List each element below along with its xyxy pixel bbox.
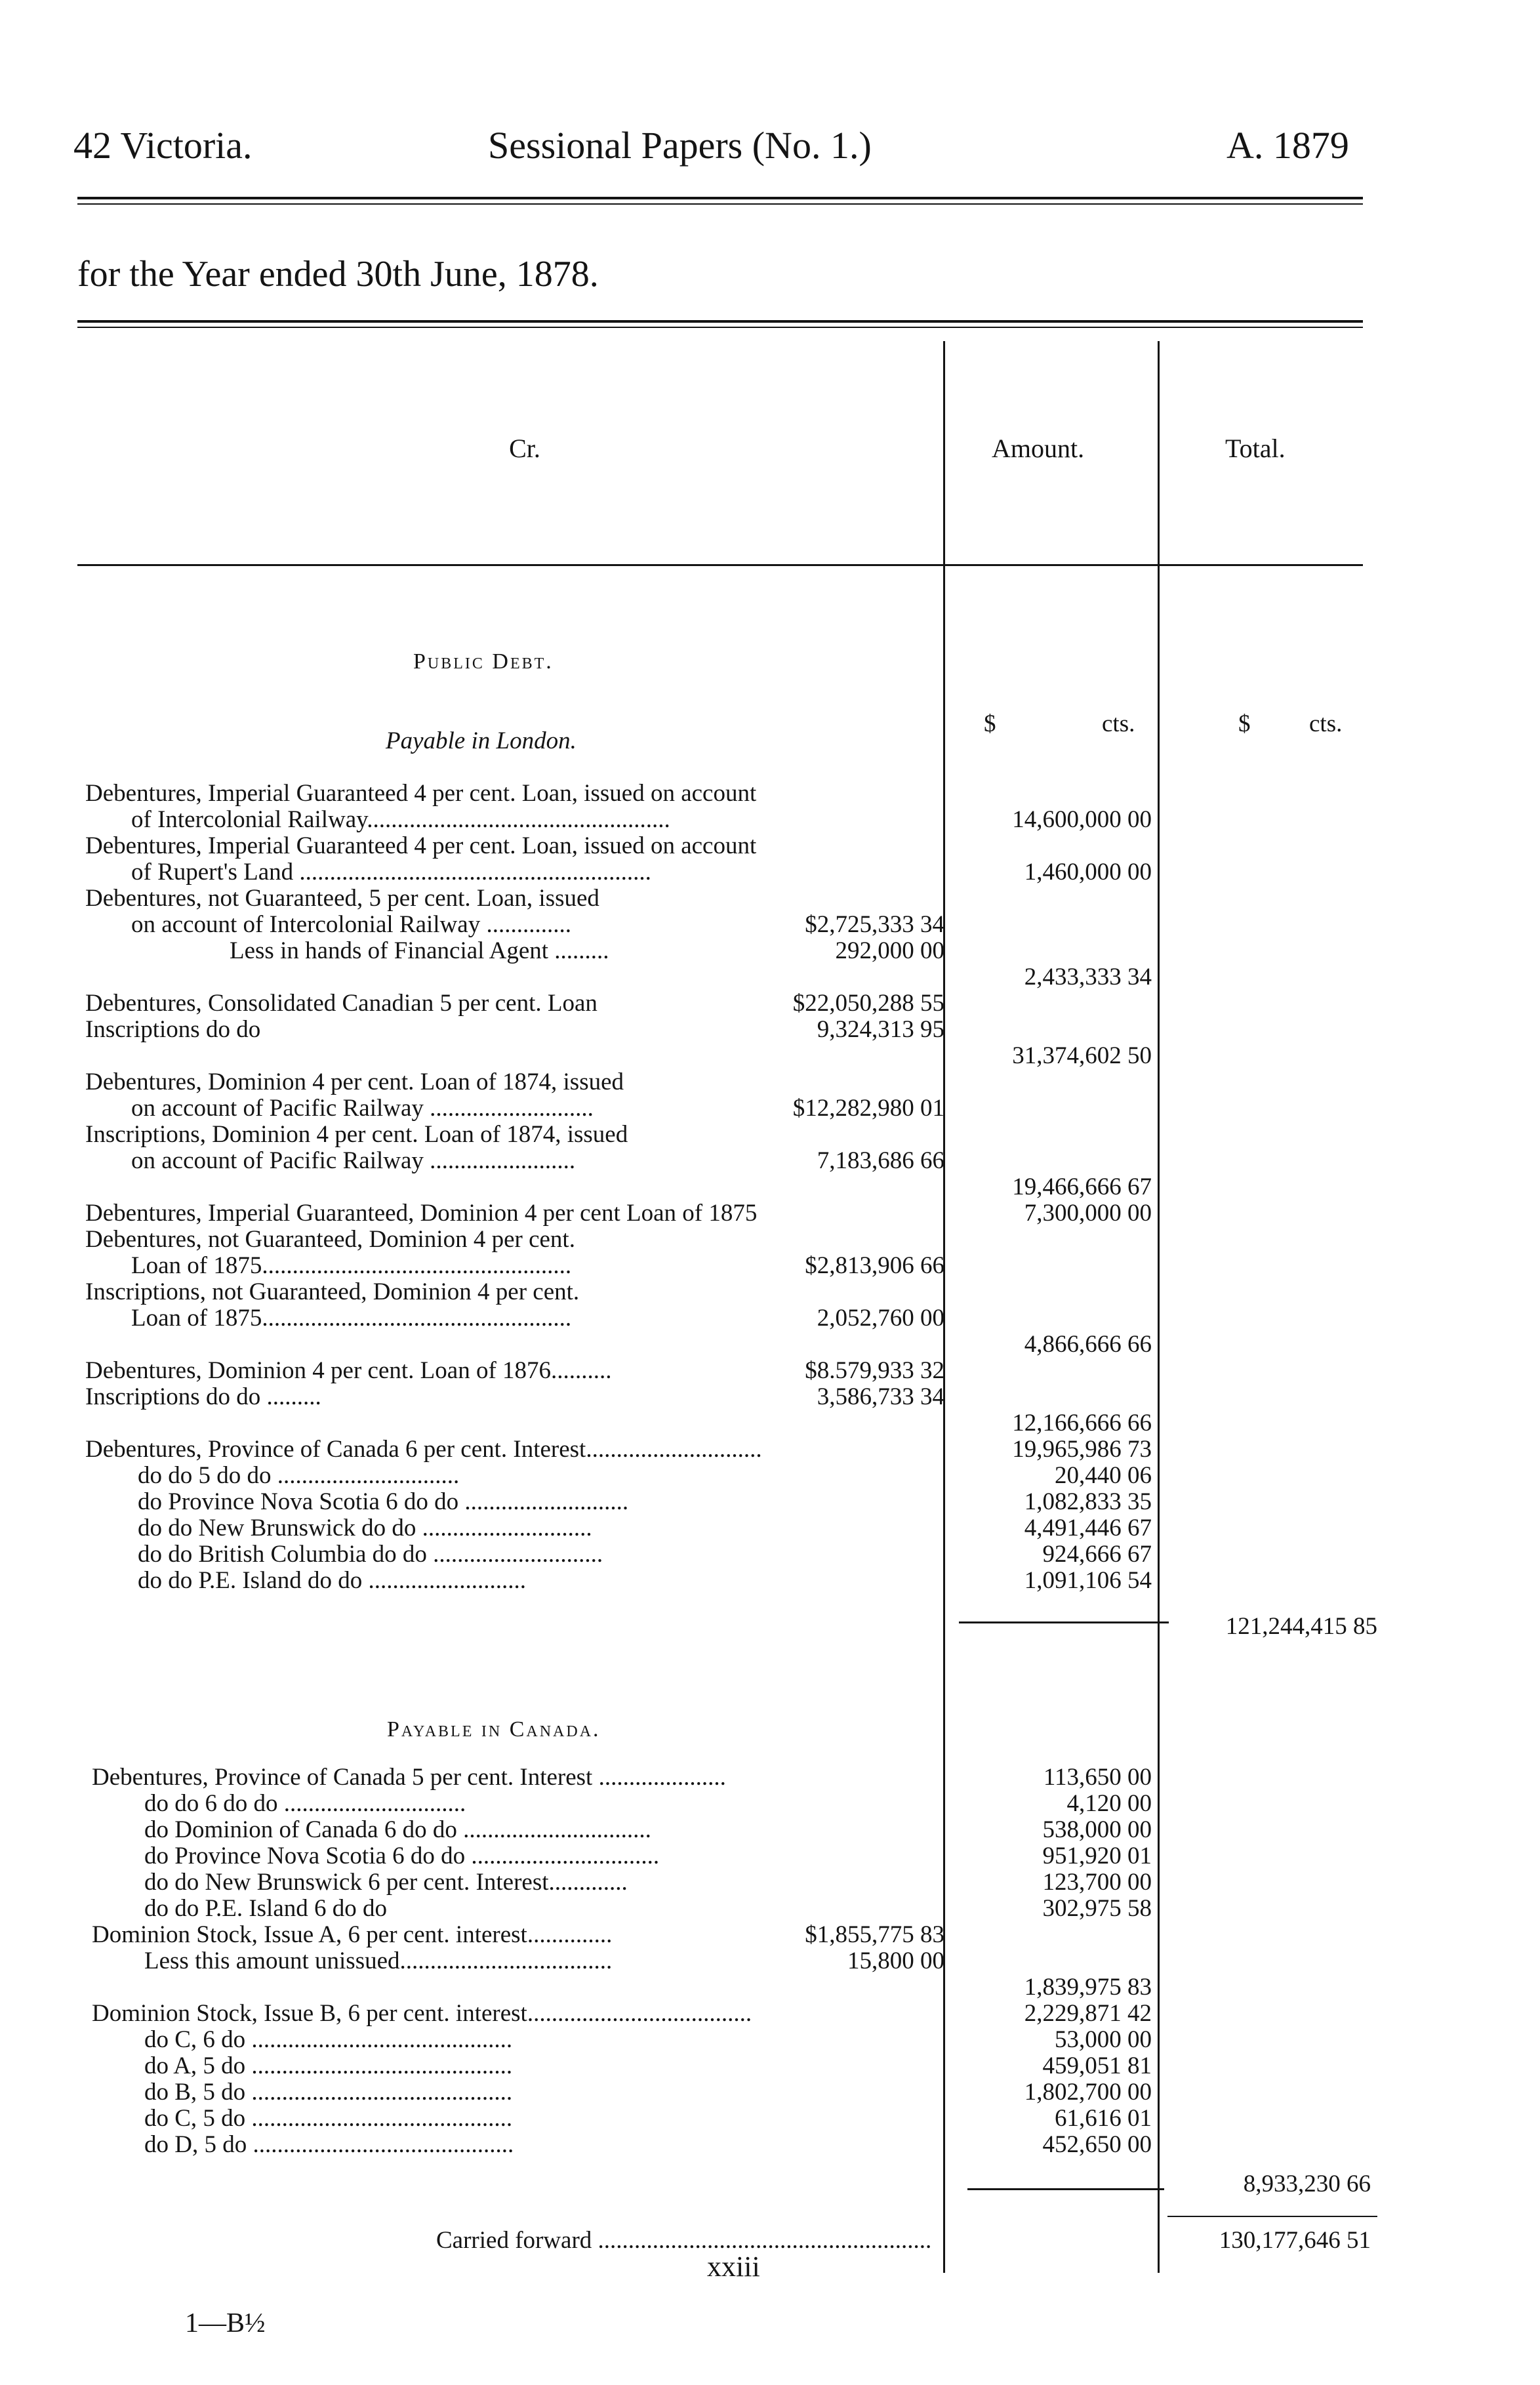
inner-amount: $2,813,906 66 xyxy=(805,1252,944,1279)
amount-value: 1,091,106 54 xyxy=(1024,1567,1152,1594)
inner-amount: 9,324,313 95 xyxy=(817,1016,944,1043)
ledger-line-text: Inscriptions do do xyxy=(85,1016,261,1043)
ledger-line-text: Inscriptions do do ......... xyxy=(85,1383,321,1410)
inner-amount: $12,282,980 01 xyxy=(792,1095,944,1122)
ledger-line-text: Loan of 1875................................................... xyxy=(131,1252,572,1279)
ledger-line-text: Dominion Stock, Issue B, 6 per cent. interest..................................... xyxy=(92,2000,752,2027)
inner-amount: $8.579,933 32 xyxy=(805,1357,944,1384)
table-top-rule xyxy=(77,320,1363,323)
amount-value: 1,802,700 00 xyxy=(1024,2079,1152,2106)
ledger-line-text: do A, 5 do ........................................... xyxy=(144,2052,513,2079)
amount-value: 31,374,602 50 xyxy=(1012,1042,1152,1069)
ledger-line-text: on account of Pacific Railway ........................ xyxy=(131,1147,576,1174)
printer-signature: 1—B½ xyxy=(185,2308,266,2338)
ledger-line-text: do do New Brunswick 6 per cent. Interest............. xyxy=(144,1869,628,1896)
amount-value: 4,491,446 67 xyxy=(1024,1515,1152,1541)
amount-value: 123,700 00 xyxy=(1042,1869,1152,1896)
carried-forward-rule xyxy=(1167,2216,1377,2217)
amount-value: 20,440 06 xyxy=(1055,1462,1152,1489)
ledger-line-text: Less in hands of Financial Agent ......... xyxy=(230,937,609,964)
carried-forward-total: 130,177,646 51 xyxy=(1219,2227,1371,2254)
amount-value: 452,650 00 xyxy=(1042,2131,1152,2158)
amount-value: 2,229,871 42 xyxy=(1024,2000,1152,2027)
header-rule-thin xyxy=(77,203,1363,205)
ledger-line-text: do do British Columbia do do ............................ xyxy=(138,1541,603,1568)
amount-value: 2,433,333 34 xyxy=(1024,964,1152,990)
amount-value: 538,000 00 xyxy=(1042,1816,1152,1843)
header-rule xyxy=(77,197,1363,199)
amount-value: 1,460,000 00 xyxy=(1024,859,1152,886)
ledger-line-text: Debentures, Consolidated Canadian 5 per cent. Loan xyxy=(85,990,598,1017)
canada-total: 8,933,230 66 xyxy=(1243,2171,1371,2197)
ledger-line-text: on account of Intercolonial Railway .............. xyxy=(131,911,571,938)
ledger-line-text: do do New Brunswick do do ............................ xyxy=(138,1515,592,1541)
session-label: 42 Victoria. xyxy=(73,124,253,167)
london-subtotal-rule xyxy=(959,1621,1169,1623)
cr-heading: Cr. xyxy=(509,434,540,463)
inner-amount: $1,855,775 83 xyxy=(805,1921,944,1948)
sessional-papers-title: Sessional Papers (No. 1.) xyxy=(488,124,872,167)
ledger-line-text: do Province Nova Scotia 6 do do ............................... xyxy=(144,1843,660,1869)
ledger-line-text: Loan of 1875................................................... xyxy=(131,1305,572,1332)
ledger-line-text: Debentures, not Guaranteed, Dominion 4 per cent. xyxy=(85,1226,575,1253)
ledger-line-text: Inscriptions, not Guaranteed, Dominion 4 per cent. xyxy=(85,1278,580,1305)
inner-amount: $2,725,333 34 xyxy=(805,911,944,938)
amount-value: 53,000 00 xyxy=(1055,2026,1152,2053)
ledger-line-text: do Dominion of Canada 6 do do ............................... xyxy=(144,1816,651,1843)
ledger-line-text: Debentures, Province of Canada 5 per cent. Interest ..................... xyxy=(92,1764,726,1791)
ledger-line-text: do do 6 do do .............................. xyxy=(144,1790,466,1817)
amount-value: 1,082,833 35 xyxy=(1024,1488,1152,1515)
ledger-line-text: Dominion Stock, Issue A, 6 per cent. interest.............. xyxy=(92,1921,613,1948)
ledger-line-text: do D, 5 do ........................................... xyxy=(144,2131,514,2158)
ledger-line-text: do C, 6 do ........................................... xyxy=(144,2026,513,2053)
amount-value: 12,166,666 66 xyxy=(1012,1410,1152,1437)
amount-value: 7,300,000 00 xyxy=(1024,1200,1152,1227)
ledger-line-text: do do P.E. Island do do .......................... xyxy=(138,1567,526,1594)
ledger-line-text: Debentures, Imperial Guaranteed 4 per cent. Loan, issued on account xyxy=(85,780,757,807)
subtitle: for the Year ended 30th June, 1878. xyxy=(77,254,599,295)
ledger-line-text: Inscriptions, Dominion 4 per cent. Loan of 1874, issued xyxy=(85,1121,628,1148)
column-header-rule xyxy=(77,564,1363,566)
total-dollar-label: $ xyxy=(1238,710,1251,737)
inner-amount: 7,183,686 66 xyxy=(817,1147,944,1174)
canada-subtotal-rule xyxy=(967,2188,1164,2190)
ledger-line-text: on account of Pacific Railway ........................... xyxy=(131,1095,594,1122)
amount-value: 19,466,666 67 xyxy=(1012,1173,1152,1200)
amount-value: 459,051 81 xyxy=(1042,2052,1152,2079)
inner-amount: 292,000 00 xyxy=(835,937,944,964)
public-debt-heading: Public Debt. xyxy=(413,649,554,674)
amount-value: 951,920 01 xyxy=(1042,1843,1152,1869)
page-number: xxiii xyxy=(707,2251,760,2283)
ledger-line-text: Debentures, Imperial Guaranteed 4 per cent. Loan, issued on account xyxy=(85,832,757,859)
ledger-line-text: do do P.E. Island 6 do do xyxy=(144,1895,387,1922)
ledger-line-text: do C, 5 do ........................................... xyxy=(144,2105,513,2132)
year-label: A. 1879 xyxy=(1226,124,1349,167)
payable-in-canada-heading: Payable in Canada. xyxy=(387,1717,601,1742)
ledger-line-text: Debentures, not Guaranteed, 5 per cent. Loan, issued xyxy=(85,885,599,912)
amount-heading: Amount. xyxy=(992,434,1085,463)
ledger-line-text: Less this amount unissued................................... xyxy=(144,1947,613,1974)
amount-value: 1,839,975 83 xyxy=(1024,1974,1152,2001)
ledger-line-text: do Province Nova Scotia 6 do do ........................... xyxy=(138,1488,629,1515)
inner-amount: 2,052,760 00 xyxy=(817,1305,944,1332)
payable-in-london-heading: Payable in London. xyxy=(386,727,577,754)
ledger-line-text: Debentures, Dominion 4 per cent. Loan of 1874, issued xyxy=(85,1069,624,1095)
ledger-line-text: Debentures, Dominion 4 per cent. Loan of 1876.......... xyxy=(85,1357,612,1384)
amount-value: 302,975 58 xyxy=(1042,1895,1152,1922)
total-column-divider xyxy=(1158,341,1160,2273)
total-cts-label: cts. xyxy=(1309,710,1343,737)
amount-value: 19,965,986 73 xyxy=(1012,1436,1152,1463)
london-total: 121,244,415 85 xyxy=(1225,1613,1377,1640)
ledger-line-text: Debentures, Province of Canada 6 per cent. Interest............................. xyxy=(85,1436,762,1463)
amount-value: 4,120 00 xyxy=(1066,1790,1152,1817)
amount-value: 924,666 67 xyxy=(1042,1541,1152,1568)
carried-forward-label: Carried forward ....................................................... xyxy=(436,2227,932,2254)
inner-amount: 15,800 00 xyxy=(847,1947,944,1974)
ledger-line-text: do do 5 do do .............................. xyxy=(138,1462,460,1489)
ledger-line-text: of Intercolonial Railway.................................................. xyxy=(131,806,670,833)
amount-value: 61,616 01 xyxy=(1055,2105,1152,2132)
amount-value: 14,600,000 00 xyxy=(1012,806,1152,833)
amount-value: 113,650 00 xyxy=(1043,1764,1152,1791)
table-top-rule-thin xyxy=(77,327,1363,328)
ledger-line-text: of Rupert's Land .......................................................... xyxy=(131,859,651,886)
inner-amount: 3,586,733 34 xyxy=(817,1383,944,1410)
total-heading: Total. xyxy=(1225,434,1286,463)
inner-amount: $22,050,288 55 xyxy=(792,990,944,1017)
amount-dollar-label: $ xyxy=(984,710,996,737)
ledger-line-text: do B, 5 do ........................................... xyxy=(144,2079,513,2106)
ledger-line-text: Debentures, Imperial Guaranteed, Dominion 4 per cent Loan of 1875 xyxy=(85,1200,758,1227)
amount-cts-label: cts. xyxy=(1102,710,1135,737)
amount-value: 4,866,666 66 xyxy=(1024,1331,1152,1358)
